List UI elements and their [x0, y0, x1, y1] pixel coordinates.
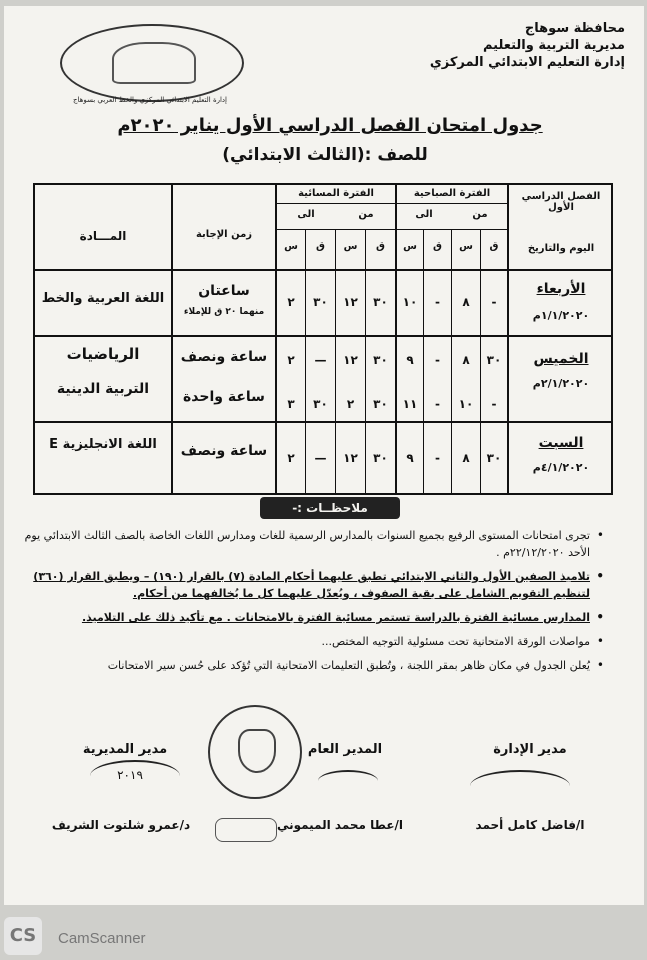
note-item: • تلاميذ الصفين الأول والثاني الابتدائي تطبق عليهما أحكام المادة (٧) بالقرار (١٩٠) – ويطبق القرار (٣٦٠) لتنظيم التقويم الشامل على بقية الصفوف ، ويُعدّل عليهما كل ما يُخالفهما من أحكام. — [18, 568, 604, 602]
e-from-s: ٢ — [346, 397, 355, 411]
unit-label: ق — [316, 241, 325, 252]
m-from-s: ٨ — [462, 295, 470, 309]
e-to-q: ٣٠ — [313, 295, 328, 309]
unit-label: ق — [489, 241, 499, 252]
camscanner-logo-icon: CS — [4, 917, 42, 955]
unit-label: ق — [433, 241, 442, 252]
evening-from: من — [358, 209, 374, 220]
m-from-q: ٣٠ — [486, 451, 502, 465]
e-from-q: ٣٠ — [373, 451, 388, 465]
directorate-title: مدير المديرية — [82, 742, 168, 757]
page-subtitle: للصف :(الثالث الابتدائي) — [222, 145, 428, 165]
row-date: ٤/١/٢٠٢٠م — [532, 461, 590, 474]
m-to-s: ١٠ — [402, 295, 418, 309]
e-from-s: ١٢ — [343, 295, 358, 309]
duration-header: زمن الإجابة — [195, 229, 253, 240]
m-from-s: ٨ — [462, 451, 470, 465]
m-from-q: - — [491, 397, 497, 411]
subject-header: المـــادة — [79, 229, 127, 243]
e-to-q: — — [314, 451, 327, 465]
note-item: • مواصلات الورقة الامتحانية تحت مسئولية التوجيه المختص... — [18, 633, 604, 650]
unit-label: س — [459, 241, 473, 252]
m-from-q: - — [491, 295, 497, 309]
e-from-q: ٣٠ — [373, 397, 388, 411]
camscanner-label: CamScanner — [58, 930, 146, 947]
directorate-name: د/عمرو شلتوت الشريف — [51, 818, 191, 832]
m-from-q: ٣٠ — [486, 353, 502, 367]
m-to-q: - — [435, 353, 440, 367]
duration: ساعة ونصف — [180, 443, 268, 459]
page-title: جدول امتحان الفصل الدراسي الأول يناير ٢٠٢٠م — [117, 115, 543, 136]
e-to-s: ٢ — [287, 451, 295, 465]
e-from-q: ٣٠ — [373, 353, 388, 367]
e-from-q: ٣٠ — [373, 295, 388, 309]
m-to-q: - — [435, 397, 440, 411]
row-day: السبت — [538, 435, 584, 451]
administration-logo — [60, 24, 244, 102]
unit-label: س — [343, 241, 358, 252]
notes-title: ملاحظــات :- — [260, 497, 400, 519]
term-header: الفصل الدراسي الأول — [521, 191, 601, 213]
exam-schedule-table — [33, 183, 613, 495]
logo-caption: إدارة التعليم الابتدائي المركزي والخط العربي بسوهاج — [73, 96, 227, 104]
subject: الرياضيات — [66, 345, 140, 363]
m-from-s: ٨ — [462, 353, 470, 367]
duration-note: منهما ٢٠ ق للإملاء — [183, 307, 265, 317]
e-to-s: ٢ — [287, 353, 295, 367]
e-to-q: ٣٠ — [313, 397, 328, 411]
handwritten-year: ٢٠١٩ — [117, 768, 143, 782]
official-stamp — [208, 705, 302, 799]
duration: ساعة ونصف — [180, 349, 268, 365]
small-stamp — [215, 818, 277, 842]
note-item: • المدارس مسائية الفترة بالدراسة تستمر مسائية الفترة بالامتحانات . مع تأكيد ذلك على التلاميذ. — [18, 609, 604, 626]
evening-to: الى — [297, 209, 315, 220]
signature-scribble — [470, 770, 570, 802]
header-block — [430, 20, 625, 71]
admin-title: مدير الإدارة — [493, 742, 567, 757]
morning-header: الفترة الصباحية — [413, 188, 491, 199]
signature-scribble — [318, 770, 378, 792]
unit-label: ق — [376, 241, 385, 252]
duration: ساعة واحدة — [183, 389, 265, 405]
day-date-header: اليوم والتاريخ — [527, 243, 595, 254]
subject: اللغة الانجليزية E — [49, 437, 157, 452]
note-item: • تجرى امتحانات المستوى الرفيع بجميع السنوات بالمدارس الرسمية للغات ومدارس اللغات الخاصة بالصف الثالث الابتدائي يوم الأحد ٢٢/١٢/٢٠٢٠م . — [18, 527, 604, 561]
morning-from: من — [472, 209, 488, 220]
m-to-s: ٩ — [406, 353, 414, 367]
m-from-s: ١٠ — [458, 397, 474, 411]
row-day: الأربعاء — [536, 281, 586, 297]
header-line-administration: إدارة التعليم الابتدائي المركزي — [429, 55, 625, 70]
evening-header: الفترة المسائية — [298, 188, 374, 199]
m-to-s: ١١ — [402, 397, 418, 411]
row-day: الخميس — [533, 351, 589, 367]
header-line-governorate: محافظة سوهاج — [524, 21, 625, 36]
m-to-q: - — [435, 451, 440, 465]
e-from-s: ١٢ — [343, 451, 358, 465]
subject: اللغة العربية والخط — [41, 291, 165, 306]
m-to-q: - — [435, 295, 440, 309]
header-line-directorate: مديرية التربية والتعليم — [482, 38, 625, 53]
e-from-s: ١٢ — [343, 353, 358, 367]
notes-list — [18, 527, 604, 681]
e-to-q: — — [314, 353, 327, 367]
morning-to: الى — [415, 209, 433, 220]
unit-label: س — [403, 241, 417, 252]
general-manager-title: المدير العام — [307, 742, 383, 757]
row-date: ٢/١/٢٠٢٠م — [532, 377, 590, 390]
row-date: ١/١/٢٠٢٠م — [532, 309, 590, 322]
subject: التربية الدينية — [56, 381, 150, 397]
signature-scribble — [90, 760, 180, 792]
note-item: • يُعلن الجدول في مكان ظاهر بمقر اللجنة ، وتُطبق التعليمات الامتحانية التي تُؤكد على حُسن سير الامتحانات — [18, 657, 604, 674]
unit-label: س — [284, 241, 298, 252]
m-to-s: ٩ — [406, 451, 414, 465]
general-manager-name: ا/عطا محمد الميموني — [276, 818, 404, 832]
duration: ساعتان — [198, 283, 250, 299]
e-to-s: ٣ — [287, 397, 295, 411]
admin-name: ا/فاضل كامل أحمد — [475, 818, 585, 832]
e-to-s: ٢ — [287, 295, 295, 309]
